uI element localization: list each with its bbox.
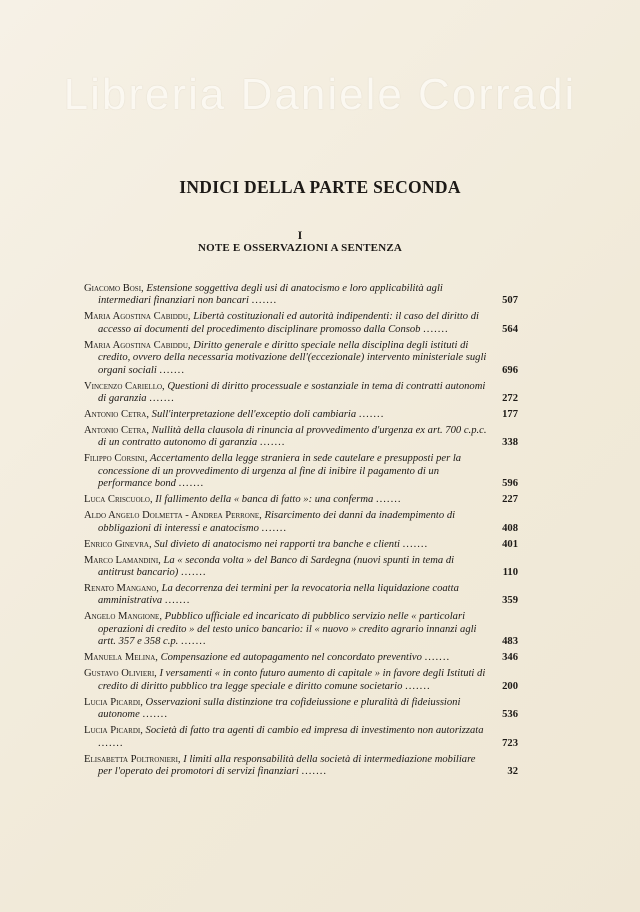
entry-page-number: 338	[502, 437, 518, 449]
entry-page-number: 359	[502, 595, 518, 607]
entry-title: Libertà costituzionali ed autorità indipendenti: il caso del diritto di accesso ai documenti del procedimento disciplinare promosso dalla Consob	[98, 311, 479, 335]
watermark: Libreria Daniele Corradi	[63, 70, 577, 119]
index-entry	[84, 311, 518, 336]
index-entry	[84, 453, 518, 490]
dot-leader: .......	[164, 595, 191, 607]
entry-author: Lucia Picardi,	[84, 696, 143, 708]
index-entry	[84, 652, 518, 664]
entry-page-number: 696	[502, 364, 518, 376]
dot-leader: .......	[423, 323, 449, 335]
entry-author: Antonio Cetra,	[84, 425, 149, 437]
dot-leader: .......	[375, 494, 402, 506]
dot-leader: .......	[301, 765, 328, 777]
entry-page-number: 596	[502, 478, 518, 490]
index-entry	[84, 754, 518, 779]
entry-author: Manuela Melina,	[84, 652, 158, 664]
dot-leader: .......	[259, 437, 286, 449]
dot-leader: .......	[178, 478, 205, 490]
dot-leader: .......	[159, 364, 185, 376]
entry-page-number: 507	[502, 295, 518, 307]
section-number: I	[297, 228, 303, 242]
entry-page-number: 200	[502, 680, 518, 692]
entry-page-number: 227	[502, 494, 518, 506]
entry-title: Osservazioni sulla distinzione tra cofideiussione e pluralità di fideiussioni autonome	[98, 696, 461, 721]
index-entry	[84, 725, 518, 750]
index-entry	[84, 697, 518, 722]
dot-leader: .......	[402, 538, 429, 550]
dot-leader: .......	[251, 295, 278, 307]
index-entry	[84, 510, 518, 535]
entry-page-number: 110	[502, 567, 518, 579]
entry-title: Estensione soggettiva degli usi di anatocismo e loro applicabilità agli intermediari finanziari non bancari	[98, 283, 443, 307]
entry-title: Accertamento della legge straniera in sede cautelare e presupposti per la concessione di un provvedimento di urgenza al fine di inibire il pagamento di un performance bond	[98, 453, 462, 490]
dot-leader: .......	[181, 567, 207, 579]
index-entry	[84, 381, 518, 406]
dot-leader: .......	[358, 409, 385, 421]
entry-author: Angelo Mangione,	[84, 611, 162, 623]
dot-leader: .......	[149, 393, 175, 405]
entry-page-number: 564	[502, 323, 518, 335]
entry-title: Pubblico ufficiale ed incaricato di pubblico servizio nelle « particolari operazioni di credito » del testo unico bancario: il « nuovo » credito agrario innanzi agli artt. 357 e 358 c.p.	[98, 611, 477, 648]
entry-author: Filippo Corsini,	[84, 453, 148, 465]
entry-page-number: 536	[502, 709, 518, 721]
entry-author: Maria Agostina Cabiddu,	[84, 339, 191, 351]
page-heading: INDICI DELLA PARTE SECONDA	[179, 177, 461, 197]
entry-title: Nullità della clausola di rinuncia al provvedimento d'urgenza ex art. 700 c.p.c. di un contratto autonomo di garanzia	[98, 425, 487, 449]
index-entry	[84, 611, 518, 648]
entry-author: Enrico Ginevra,	[84, 538, 152, 550]
dot-leader: .......	[180, 636, 207, 648]
index-entry	[84, 539, 518, 551]
entry-title: Società di fatto tra agenti di cambio ed impresa di investimento non autorizzata	[145, 725, 484, 737]
entry-author: Vincenzo Cariello,	[84, 380, 165, 392]
entry-author: Gustavo Olivieri,	[84, 668, 157, 680]
index-entry	[84, 494, 518, 506]
entry-author: Renato Mangano,	[84, 583, 159, 595]
entry-page-number: 346	[502, 652, 518, 664]
entry-page-number: 401	[502, 538, 518, 550]
entry-page-number: 272	[502, 393, 518, 405]
index-entry	[84, 555, 518, 580]
entry-author: Elisabetta Poltronieri,	[84, 753, 181, 765]
entry-title: Questioni di diritto processuale e sostanziale in tema di contratti autonomi di garanzia	[98, 380, 486, 405]
dot-leader: .......	[424, 652, 451, 664]
index-entry	[84, 668, 518, 693]
entry-title: La decorrenza dei termini per la revocatoria nella liquidazione coatta amministrativa	[98, 583, 459, 607]
entry-page-number: 723	[502, 737, 518, 749]
entry-author: Marco Lamandini,	[84, 554, 161, 566]
index-entry	[84, 425, 518, 450]
index-list	[84, 283, 518, 782]
entry-title: Il fallimento della « banca di fatto »: una conferma	[155, 494, 374, 506]
entry-page-number: 483	[502, 636, 518, 648]
section-title: NOTE E OSSERVAZIONI A SENTENZA	[197, 242, 403, 254]
entry-page-number: 177	[502, 409, 518, 421]
entry-author: Maria Agostina Cabiddu,	[84, 311, 191, 323]
entry-title: I limiti alla responsabilità della società di intermediazione mobiliare per l'operato dei promotori di servizi finanziari	[98, 753, 476, 777]
entry-title: Compensazione ed autopagamento nel concordato preventivo	[160, 652, 422, 664]
entry-page-number: 32	[507, 765, 518, 777]
entry-page-number: 408	[502, 522, 518, 534]
dot-leader: .......	[98, 737, 124, 749]
entry-author: Luca Criscuolo,	[84, 494, 153, 506]
index-entry	[84, 340, 518, 377]
entry-title: Sul divieto di anatocismo nei rapporti tra banche e clienti	[154, 538, 400, 550]
entry-title: La « seconda volta » del Banco di Sardegna (nuovi spunti in tema di antitrust bancario)	[98, 554, 455, 579]
index-entry	[84, 409, 518, 421]
entry-title: Risarcimento dei danni da inadempimento di obbligazioni di interessi e anatocismo	[98, 510, 456, 534]
entry-title: Diritto generale e diritto speciale nella disciplina degli istituti di credito, ovvero della necessaria motivazione dell'(eccezionale) intervento ministeriale sugli organi sociali	[98, 339, 487, 376]
index-entry	[84, 583, 518, 608]
entry-title: Sull'interpretazione dell'exceptio doli cambiaria	[151, 409, 357, 421]
dot-leader: .......	[405, 680, 431, 692]
dot-leader: .......	[142, 709, 168, 721]
entry-title: I versamenti « in conto futuro aumento di capitale » in favore degli Istituti di credito di diritto pubblico tra legge speciale e diritto comune societario	[98, 668, 486, 692]
entry-author: Giacomo Bosi,	[84, 283, 144, 294]
entry-author: Lucia Picardi,	[84, 725, 143, 737]
entry-author: Aldo Angelo Dolmetta - Andrea Perrone,	[84, 510, 262, 522]
index-entry	[84, 283, 518, 308]
entry-author: Antonio Cetra,	[84, 409, 149, 421]
dot-leader: .......	[261, 522, 288, 534]
